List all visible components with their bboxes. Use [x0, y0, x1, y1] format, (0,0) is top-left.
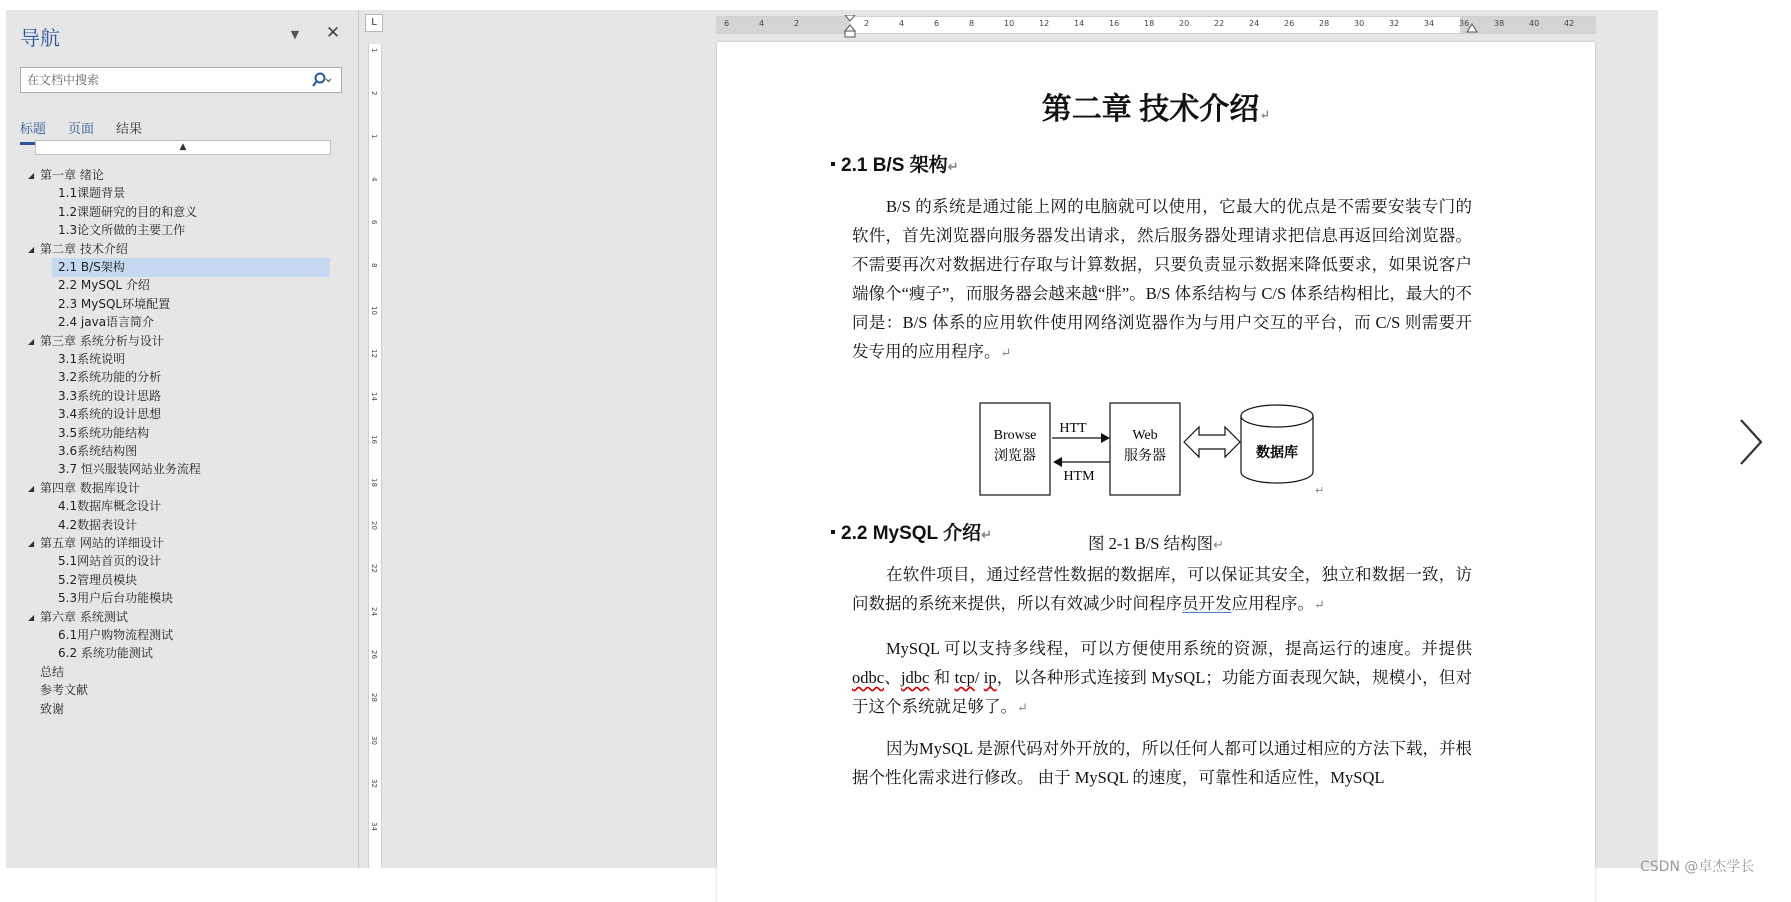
nav-chapter-item[interactable]: 第三章 系统分析与设计	[40, 333, 164, 348]
ruler-tick-label: 4	[899, 19, 905, 28]
chapter-title: 第二章 技术介绍↵	[1041, 93, 1271, 126]
nav-section-item[interactable]: 5.2管理员模块	[58, 572, 138, 587]
horizontal-ruler[interactable]	[716, 16, 1596, 34]
ruler-tick-label: 1	[370, 134, 378, 139]
vertical-ruler-strip[interactable]	[368, 44, 382, 868]
grammar-flag[interactable]: 员开发	[1182, 594, 1232, 613]
ruler-tick-label: 42	[1564, 19, 1575, 28]
paragraph-mysql-threads: MySQL 可以支持多线程，可以方便使用系统的资源，提高运行的速度。并提供 odbc、jdbc 和 tcp/ ip，以各种形式连接到 MySQL；功能方面表现欠缺，规模小，但对于这个系统就足够了。↵	[852, 639, 1473, 716]
ruler-tick-label: 8	[969, 19, 975, 28]
heading-bullet	[831, 530, 835, 534]
nav-section-item[interactable]: 3.1系统说明	[58, 352, 126, 366]
nav-section-item[interactable]: 3.7 恒兴服装网站业务流程	[58, 462, 201, 477]
paragraph-mark: ↵	[981, 527, 992, 542]
ruler-tick-label: 6	[370, 220, 378, 225]
paragraph-mark: ↵	[1259, 107, 1271, 122]
nav-section-item[interactable]: 2.4 java语言简介	[58, 315, 155, 330]
nav-section-item[interactable]: 2.3 MySQL环境配置	[58, 296, 171, 311]
expand-triangle-icon[interactable]: ◢	[28, 171, 35, 180]
tab-results[interactable]: 结果	[116, 122, 143, 137]
web-box-label-en: Web	[1132, 428, 1158, 443]
ruler-tick-label: 8	[370, 263, 378, 268]
paragraph-mark: ↵	[1315, 484, 1325, 497]
ruler-tick-label: 4	[370, 177, 378, 182]
document-area	[386, 10, 1658, 868]
nav-section-item[interactable]: 1.1课题背景	[58, 186, 126, 201]
nav-section-item[interactable]: 2.1 B/S架构	[52, 258, 330, 277]
ruler-tick-label: 30	[1354, 19, 1365, 28]
ruler-left-margin	[716, 17, 850, 33]
http-request-label: HTT	[1059, 421, 1087, 436]
ruler-tick-label: 12	[370, 349, 378, 358]
bs-architecture-figure	[979, 402, 1399, 522]
nav-section-item[interactable]: 3.3系统的设计思路	[58, 388, 162, 403]
ruler-tick-label: 18	[370, 478, 378, 487]
nav-section-item[interactable]: 5.3用户后台功能模块	[58, 591, 174, 606]
ruler-tick-label: 14	[1074, 19, 1085, 28]
nav-section-item[interactable]: 2.2 MySQL 介绍	[58, 278, 150, 293]
next-page-arrow[interactable]	[1736, 416, 1766, 468]
nav-chapter-item[interactable]: 第四章 数据库设计	[40, 480, 140, 495]
nav-section-item[interactable]: 5.1网站首页的设计	[58, 554, 162, 569]
ruler-tick-label: 10	[370, 306, 378, 315]
expand-triangle-icon[interactable]: ◢	[28, 483, 35, 493]
ruler-tick-label: 12	[1039, 19, 1050, 28]
expand-triangle-icon[interactable]: ◢	[28, 612, 35, 622]
word-window	[6, 10, 1658, 868]
ruler-tick-label: 38	[1494, 19, 1505, 28]
nav-chapter-item[interactable]: 第六章 系统测试	[40, 609, 128, 624]
expand-triangle-icon[interactable]: ◢	[28, 539, 35, 548]
nav-chapter-item[interactable]: 参考文献	[40, 683, 89, 698]
nav-section-item[interactable]: 3.5系统功能结构	[58, 425, 150, 440]
ruler-tick-label: 4	[759, 19, 765, 28]
ruler-tick-label: 20	[1179, 19, 1190, 28]
ruler-tick-label: 32	[1389, 19, 1400, 28]
collapse-up-icon: ▲	[179, 142, 187, 152]
close-icon: ✕	[325, 23, 341, 43]
ruler-tick-label: 34	[1424, 19, 1435, 28]
ruler-tick-label: 30	[370, 736, 378, 745]
paragraph-mark: ↵	[1000, 345, 1012, 360]
ruler-tick-label: 32	[370, 779, 378, 788]
search-icon[interactable]	[311, 71, 333, 89]
section-title-2-1: 2.1 B/S 架构↵	[841, 150, 959, 177]
nav-search-input[interactable]	[21, 68, 307, 92]
expand-triangle-icon[interactable]: ◢	[28, 336, 35, 346]
ruler-tick-label: 6	[724, 19, 730, 28]
spelling-flag[interactable]: ip	[983, 668, 997, 687]
browser-box-label-cn: 浏览器	[994, 448, 1036, 464]
nav-section-item[interactable]: 6.1用户购物流程测试	[58, 628, 174, 642]
vertical-ruler	[363, 10, 385, 868]
web-box-label-cn: 服务器	[1124, 448, 1166, 464]
database-label: 数据库	[1256, 445, 1298, 461]
ruler-tick-label: 16	[1109, 19, 1120, 28]
nav-options-dropdown[interactable]	[288, 28, 302, 42]
ruler-tick-label: 40	[1529, 19, 1540, 28]
nav-section-item[interactable]: 4.2数据表设计	[58, 517, 138, 532]
spelling-flag[interactable]: odbc	[852, 668, 885, 687]
ruler-tick-label: 24	[370, 607, 378, 616]
nav-section-item[interactable]: 3.2系统功能的分析	[58, 370, 162, 385]
ruler-tick-label: 22	[1214, 19, 1225, 28]
chevron-right-icon	[1736, 416, 1766, 468]
ruler-tick-label: 1	[370, 48, 378, 53]
figure-caption: 图 2-1 B/S 结构图↵	[1087, 534, 1225, 553]
nav-chapter-item[interactable]: 致谢	[40, 701, 65, 716]
ruler-tick-label: 2	[370, 91, 378, 96]
browser-box-label-en: Browse	[993, 428, 1037, 443]
ruler-tick-label: 28	[370, 693, 378, 702]
spelling-flag[interactable]: jdbc	[900, 668, 930, 687]
section-title-2-2: 2.2 MySQL 介绍↵	[841, 518, 992, 545]
ruler-tick-label: 10	[1004, 19, 1015, 28]
paragraph-mark: ↵	[1213, 537, 1225, 552]
ruler-tick-label: 26	[370, 650, 378, 659]
html-response-label: HTM	[1063, 469, 1095, 484]
nav-section-item[interactable]: 3.4系统的设计思想	[58, 407, 162, 422]
collapse-all-button[interactable]	[35, 140, 331, 155]
nav-chapter-item[interactable]: 第一章 绪论	[40, 168, 104, 182]
ruler-tick-label: 16	[370, 435, 378, 444]
paragraph-mysql-intro: 在软件项目，通过经营性数据的数据库，可以保证其安全，独立和数据一致，访问数据的系统来提供，所以有效减少时间程序员开发应用程序。↵	[852, 565, 1472, 613]
nav-search-box	[20, 67, 342, 93]
nav-section-item[interactable]: 4.1数据库概念设计	[58, 499, 162, 514]
ruler-tick-label: 26	[1284, 19, 1295, 28]
ruler-tick-label: 24	[1249, 19, 1260, 28]
tab-stop-selector[interactable]: L	[365, 14, 383, 32]
nav-chapter-item[interactable]: 总结	[40, 664, 65, 679]
nav-section-item[interactable]: 1.2课题研究的目的和意义	[58, 204, 198, 219]
ruler-tick-label: 34	[370, 822, 378, 831]
spelling-flag[interactable]: tcp	[954, 668, 975, 687]
ruler-tick-label: 2	[794, 19, 800, 28]
tab-pages[interactable]: 页面	[68, 122, 95, 137]
paragraph-mysql-opensource: 因为MySQL 是源代码对外开放的，所以任何人都可以通过相应的方法下载，并根据个性化需求进行修改。 由于 MySQL 的速度，可靠性和适应性，MySQL	[852, 739, 1472, 787]
nav-chapter-item[interactable]: 第五章 网站的详细设计	[40, 536, 164, 550]
ruler-tick-label: 36	[1459, 19, 1470, 28]
nav-section-item[interactable]: 3.6系统结构图	[58, 444, 138, 458]
paragraph-mark: ↵	[1314, 597, 1325, 612]
nav-close-button[interactable]	[324, 24, 342, 42]
paragraph-mark: ↵	[947, 159, 959, 174]
ruler-tick-label: 14	[370, 392, 378, 401]
ruler-tick-label: 20	[370, 521, 378, 530]
ruler-tick-label: 28	[1319, 19, 1330, 28]
navigation-pane	[6, 10, 359, 868]
ruler-right-margin	[1460, 17, 1596, 33]
paragraph-bs: B/S 的系统是通过能上网的电脑就可以使用，它最大的优点是不需要安装专门的软件，首先浏览器向服务器发出请求，然后服务器处理请求把信息再返回给浏览器。不需要再次对数据进行存取与计算数据，只要负责显示数据来降低要求，如果说客户端像个“瘦子”，而服务器会越来越“胖”。B/S 体系结构与 C/S 体系结构相比，最大的不同是：B/S 体系的应用软件使用网络浏览器作为与用户交互的平台，而 C/S 则需要开发专用的应用程序。↵	[852, 197, 1472, 361]
indent-marker-left[interactable]	[844, 15, 854, 37]
nav-section-item[interactable]: 6.2 系统功能测试	[58, 646, 153, 661]
ruler-tick-label: 22	[370, 564, 378, 573]
nav-title: 导航	[20, 26, 60, 50]
ruler-tick-label: 18	[1144, 19, 1155, 28]
expand-triangle-icon[interactable]: ◢	[28, 244, 35, 254]
nav-chapter-item[interactable]: 第二章 技术介绍	[40, 241, 128, 256]
nav-section-item[interactable]: 1.3论文所做的主要工作	[58, 223, 186, 238]
tab-headings[interactable]: 标题	[20, 118, 46, 137]
paragraph-mark: ↵	[1017, 700, 1028, 715]
document-page[interactable]	[717, 42, 1595, 902]
chevron-down-icon: ▼	[290, 28, 300, 41]
ruler-tick-label: 6	[934, 19, 940, 28]
ruler-tick-label: 2	[864, 19, 870, 28]
heading-bullet	[831, 162, 835, 166]
watermark: CSDN @卓杰学长	[1640, 859, 1755, 875]
